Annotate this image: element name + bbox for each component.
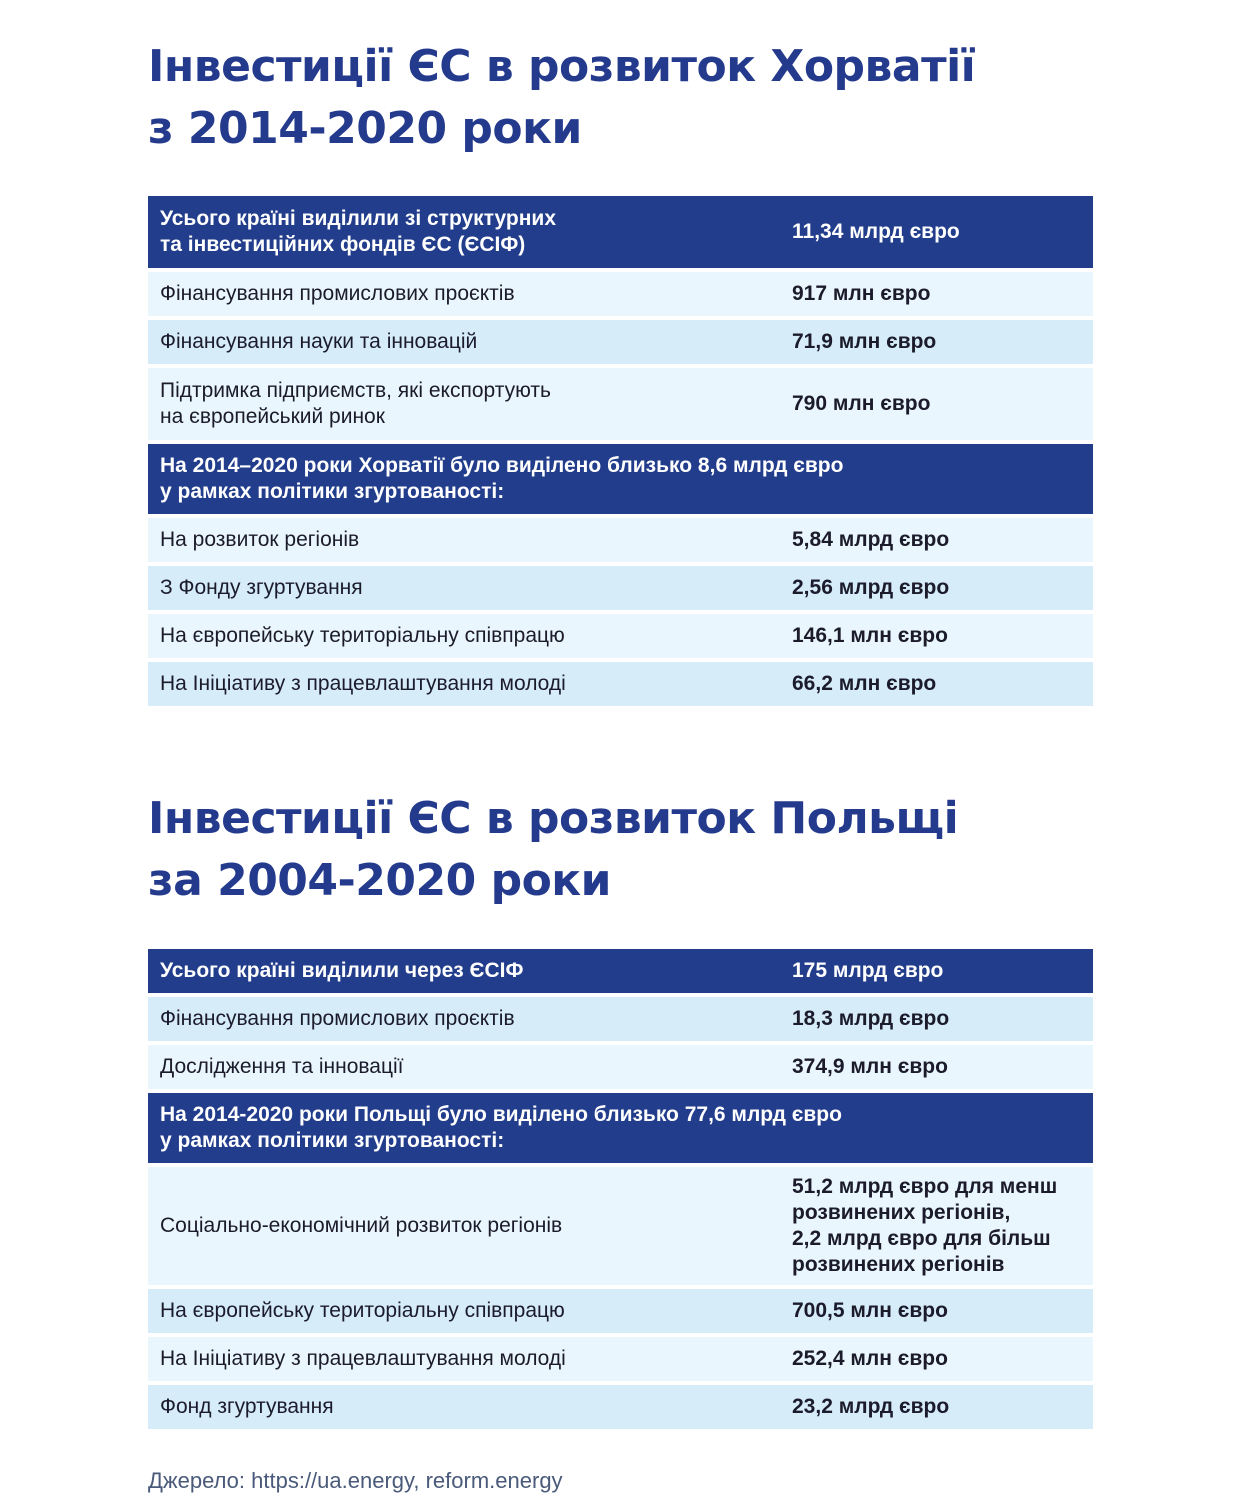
- croatia-title-line1: Інвестиції ЄС в розвиток Хорватії: [148, 41, 976, 92]
- table-row: [148, 566, 1093, 610]
- row-label: Підтримка підприємств, які експортують на європейський ринок: [160, 379, 551, 428]
- row-label: Соціально-економічний розвиток регіонів: [160, 1214, 563, 1237]
- table-row: [148, 1385, 1093, 1429]
- row-label: На європейську територіальну співпрацю: [160, 624, 565, 647]
- row-label: Фінансування промислових проєктів: [160, 1007, 515, 1030]
- table-row: [148, 997, 1093, 1041]
- table-row: [148, 1045, 1093, 1089]
- row-label: На 2014-2020 роки Польщі було виділено близько 77,6 млрд євро у рамках політики згуртованості:: [160, 1103, 842, 1152]
- row-value: 175 млрд євро: [792, 959, 944, 982]
- row-value: 2,56 млрд євро: [792, 576, 950, 599]
- table-row: [148, 1167, 1093, 1285]
- table-row: [148, 614, 1093, 658]
- poland-section: [148, 788, 1093, 1418]
- source-note: Джерело: https://ua.energy, reform.energy: [148, 1468, 563, 1493]
- table-row: [148, 1337, 1093, 1381]
- table-row: [148, 949, 1093, 993]
- table-subheader: [148, 1093, 1093, 1163]
- row-value: 917 млн євро: [792, 282, 931, 305]
- table-row: [148, 518, 1093, 562]
- row-value: 71,9 млн євро: [792, 330, 937, 353]
- row-label: На Ініціативу з працевлаштування молоді: [160, 1347, 566, 1370]
- table-row: [148, 1289, 1093, 1333]
- croatia-title-line2: з 2014-2020 роки: [148, 103, 582, 154]
- row-value: 51,2 млрд євро для менш розвинених регіонів, 2,2 млрд євро для більш розвинених регіонів: [792, 1175, 1058, 1276]
- row-value: 252,4 млн євро: [792, 1347, 948, 1370]
- row-label: На розвиток регіонів: [160, 528, 360, 551]
- poland-table: [148, 949, 1093, 1433]
- row-label: Фонд згуртування: [160, 1395, 334, 1418]
- table-row: [148, 368, 1093, 440]
- croatia-table: [148, 196, 1093, 710]
- row-value: 146,1 млн євро: [792, 624, 948, 647]
- table-row: [148, 320, 1093, 364]
- table-row: [148, 272, 1093, 316]
- table-row: [148, 662, 1093, 706]
- row-label: Усього країні виділили через ЄСІФ: [160, 959, 524, 982]
- table-row: [148, 196, 1093, 268]
- poland-title-line2: за 2004-2020 роки: [148, 855, 611, 906]
- row-label: Усього країні виділили зі структурних та інвестиційних фондів ЄС (ЄСІФ): [160, 207, 557, 256]
- row-label: Дослідження та інновації: [160, 1055, 404, 1078]
- row-value: 374,9 млн євро: [792, 1055, 948, 1078]
- croatia-title: [148, 36, 1093, 160]
- table-subheader: [148, 444, 1093, 514]
- poland-title-line1: Інвестиції ЄС в розвиток Польщі: [148, 793, 959, 844]
- croatia-section: [148, 36, 1093, 695]
- row-value: 700,5 млн євро: [792, 1299, 948, 1322]
- row-value: 23,2 млрд євро: [792, 1395, 950, 1418]
- row-value: 5,84 млрд євро: [792, 528, 950, 551]
- row-label: На Ініціативу з працевлаштування молоді: [160, 672, 566, 695]
- row-label: На 2014–2020 роки Хорватії було виділено близько 8,6 млрд євро у рамках політики згуртованості:: [160, 454, 844, 503]
- row-value: 18,3 млрд євро: [792, 1007, 950, 1030]
- row-label: Фінансування науки та інновацій: [160, 330, 478, 353]
- row-label: Фінансування промислових проєктів: [160, 282, 515, 305]
- row-label: На європейську територіальну співпрацю: [160, 1299, 565, 1322]
- row-value: 66,2 млн євро: [792, 672, 937, 695]
- row-value: 790 млн євро: [792, 392, 931, 415]
- row-value: 11,34 млрд євро: [792, 220, 960, 243]
- poland-title: [148, 788, 1093, 912]
- row-label: З Фонду згуртування: [160, 576, 363, 599]
